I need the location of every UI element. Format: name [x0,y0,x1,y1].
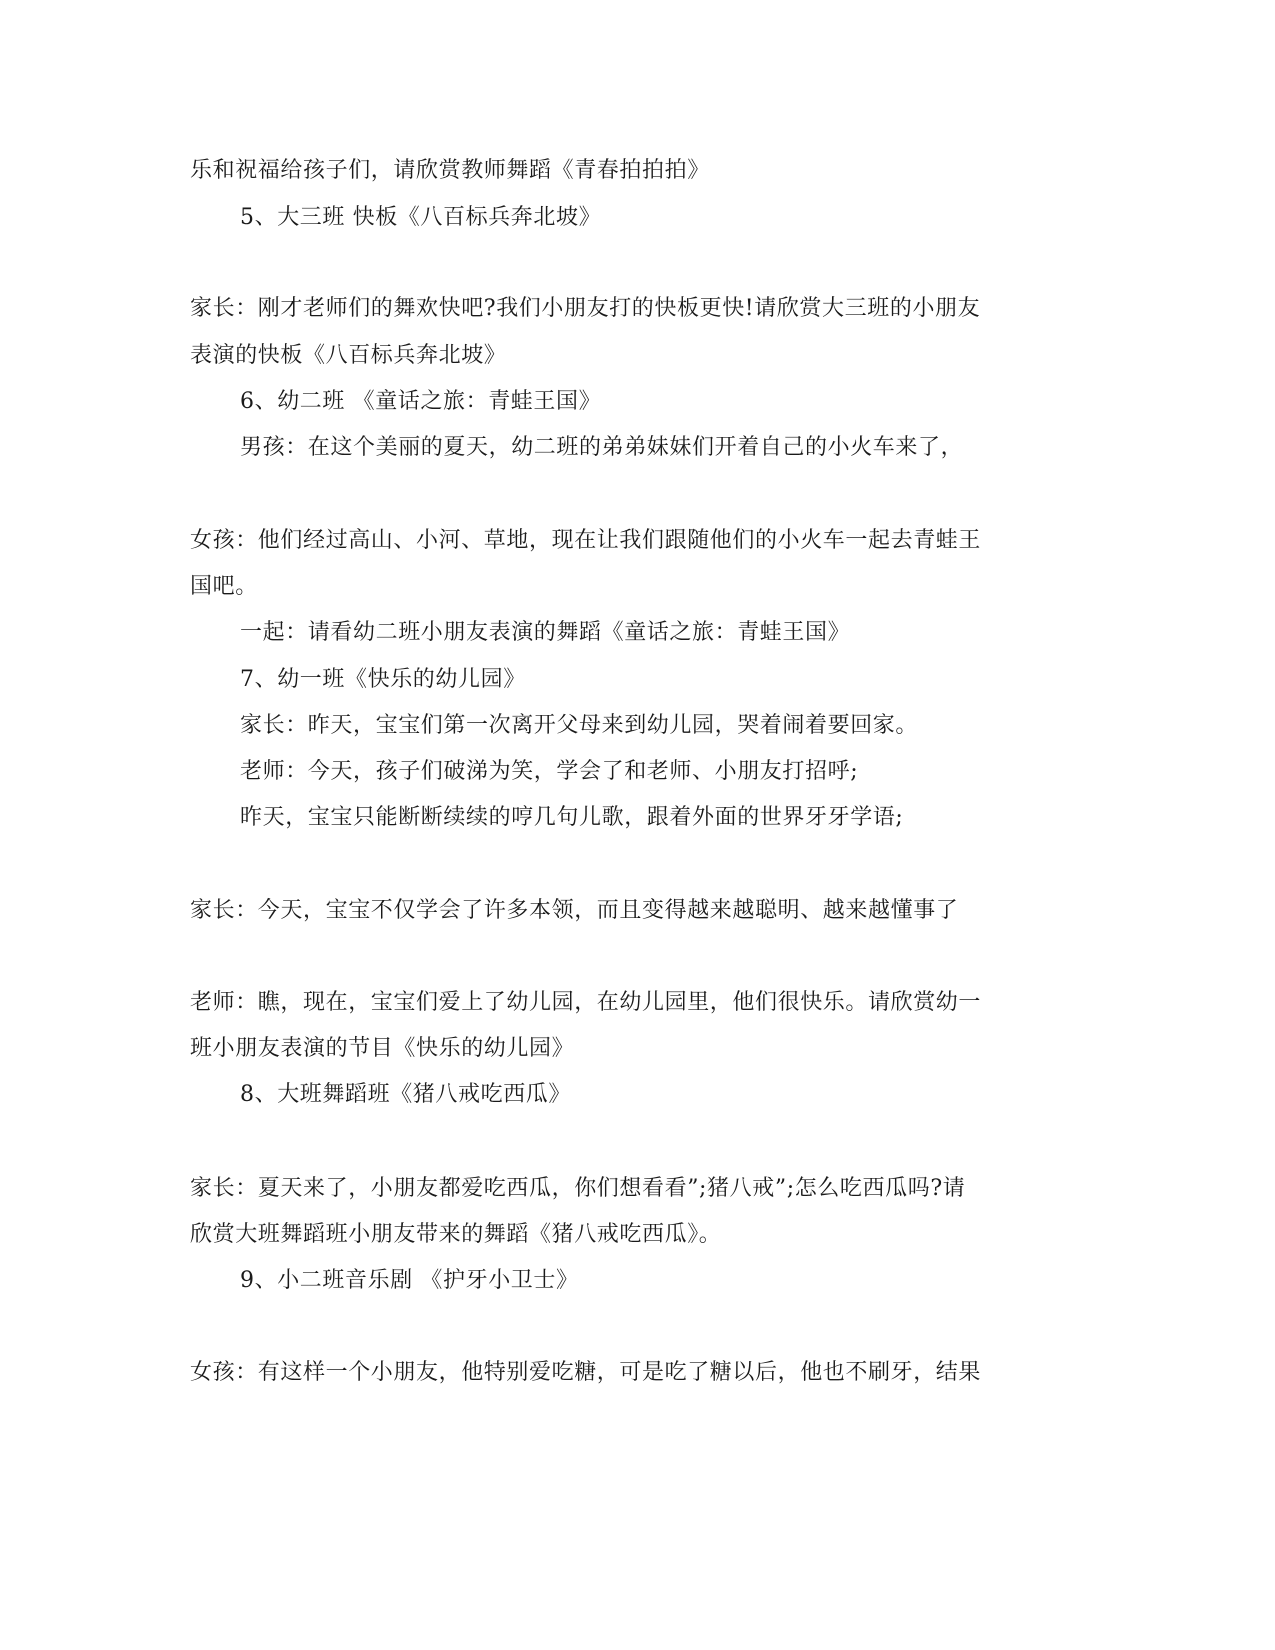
heading-item-9: 9、小二班音乐剧 《护牙小卫士》 [240,1268,579,1293]
text-line-21: 女孩：有这样一个小朋友，他特别爱吃糖，可是吃了糖以后，他也不刷牙，结果 [190,1360,982,1385]
text-line-4: 表演的快板《八百标兵奔北坡》 [190,343,507,368]
text-line-9: 一起：请看幼二班小朋友表演的舞蹈《童话之旅：青蛙王国》 [240,620,851,645]
heading-item-6: 6、幼二班 《童话之旅：青蛙王国》 [240,389,602,414]
text-line-14: 家长：今天，宝宝不仅学会了许多本领，而且变得越来越聪明、越来越懂事了 [190,898,959,923]
text-line-12: 老师：今天，孩子们破涕为笑，学会了和老师、小朋友打招呼; [240,759,859,784]
heading-item-5: 5、大三班 快板《八百标兵奔北坡》 [240,205,602,230]
text-line-8: 国吧。 [190,574,258,599]
text-line-3: 家长：刚才老师们的舞欢快吧?我们小朋友打的快板更快!请欣赏大三班的小朋友 [190,296,981,321]
text-line-16: 班小朋友表演的节目《快乐的幼儿园》 [190,1036,575,1061]
text-line-11: 家长：昨天，宝宝们第一次离开父母来到幼儿园，哭着闹着要回家。 [240,713,919,738]
heading-item-7: 7、幼一班《快乐的幼儿园》 [240,667,526,692]
text-line-13: 昨天，宝宝只能断断续续的哼几句儿歌，跟着外面的世界牙牙学语; [240,805,904,830]
heading-item-8: 8、大班舞蹈班《猪八戒吃西瓜》 [240,1082,571,1107]
text-line-6: 男孩：在这个美丽的夏天，幼二班的弟弟妹妹们开着自己的小火车来了， [240,435,964,460]
text-line-15: 老师：瞧，现在，宝宝们爱上了幼儿园，在幼儿园里，他们很快乐。请欣赏幼一 [190,990,982,1015]
text-line-19: 欣赏大班舞蹈班小朋友带来的舞蹈《猪八戒吃西瓜》。 [190,1222,722,1247]
text-line-7: 女孩：他们经过高山、小河、草地，现在让我们跟随他们的小火车一起去青蛙王 [190,528,982,553]
text-line-1: 乐和祝福给孩子们，请欣赏教师舞蹈《青春拍拍拍》 [190,158,710,183]
text-line-18: 家长：夏天来了，小朋友都爱吃西瓜，你们想看看”;猪八戒”;怎么吃西瓜吗?请 [190,1176,966,1201]
